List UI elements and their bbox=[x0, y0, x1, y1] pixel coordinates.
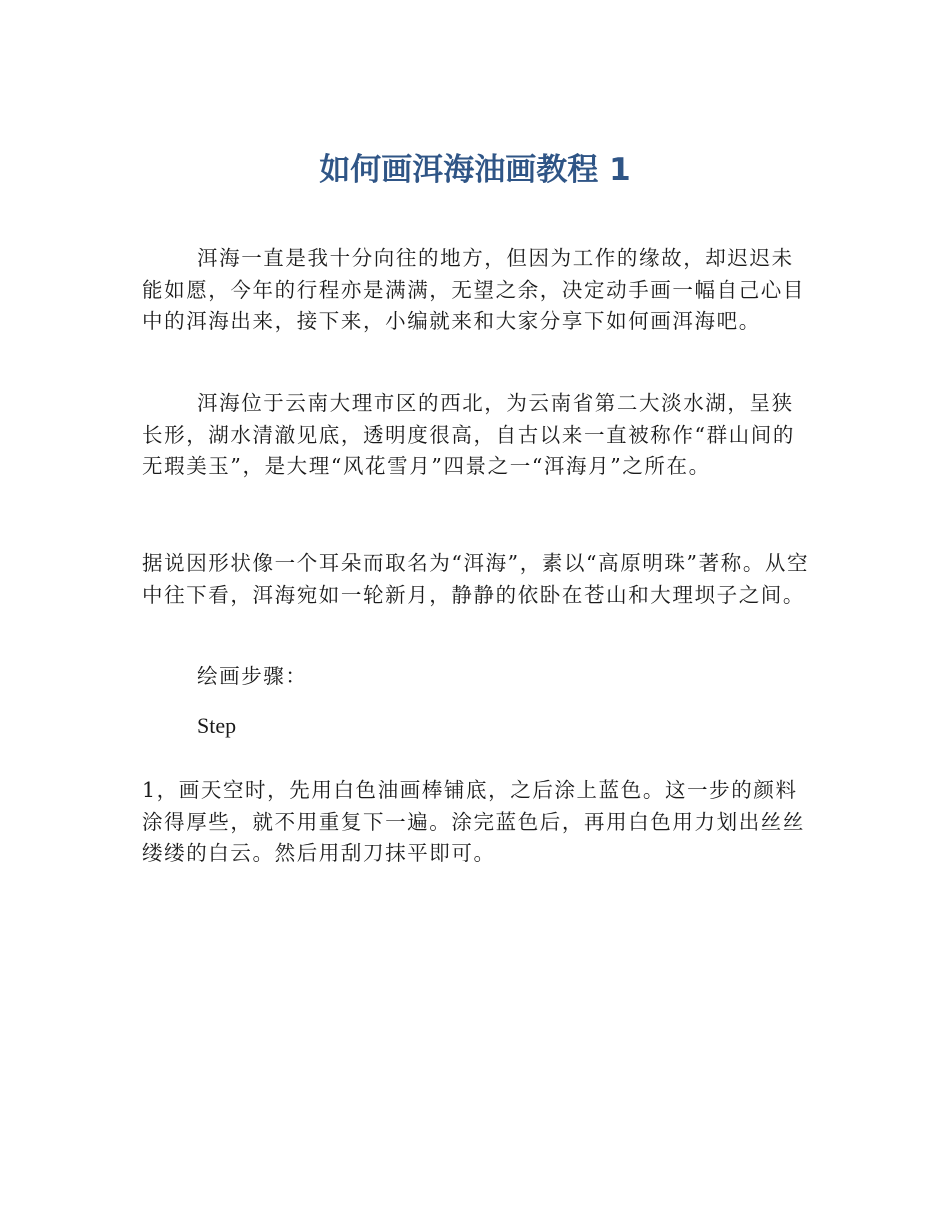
paragraph-intro: 洱海一直是我十分向往的地方，但因为工作的缘故，却迟迟未能如愿，今年的行程亦是满满，无望之余，决定动手画一幅自己心目中的洱海出来，接下来，小编就来和大家分享下如何画洱海吧。 bbox=[142, 246, 805, 333]
paragraph-name-origin: 据说因形状像一个耳朵而取名为“洱海”，素以“高原明珠”著称。从空中往下看，洱海宛如一轮新月，静静的依卧在苍山和大理坝子之间。 bbox=[142, 551, 810, 607]
paragraph-location: 洱海位于云南大理市区的西北，为云南省第二大淡水湖，呈狭长形，湖水清澈见底，透明度很高，自古以来一直被称作“群山间的无瑕美玉”，是大理“风花雪月”四景之一“洱海月”之所在。 bbox=[142, 391, 795, 478]
step-label: Step bbox=[197, 713, 237, 738]
steps-heading: 绘画步骤： bbox=[197, 664, 308, 688]
document-title: 如何画洱海油画教程 1 bbox=[319, 152, 631, 188]
step-1-paragraph: 1，画天空时，先用白色油画棒铺底，之后涂上蓝色。这一步的颜料涂得厚些，就不用重复下一遍。涂完蓝色后，再用白色用力划出丝丝缕缕的白云。然后用刮刀抹平即可。 bbox=[142, 778, 805, 865]
